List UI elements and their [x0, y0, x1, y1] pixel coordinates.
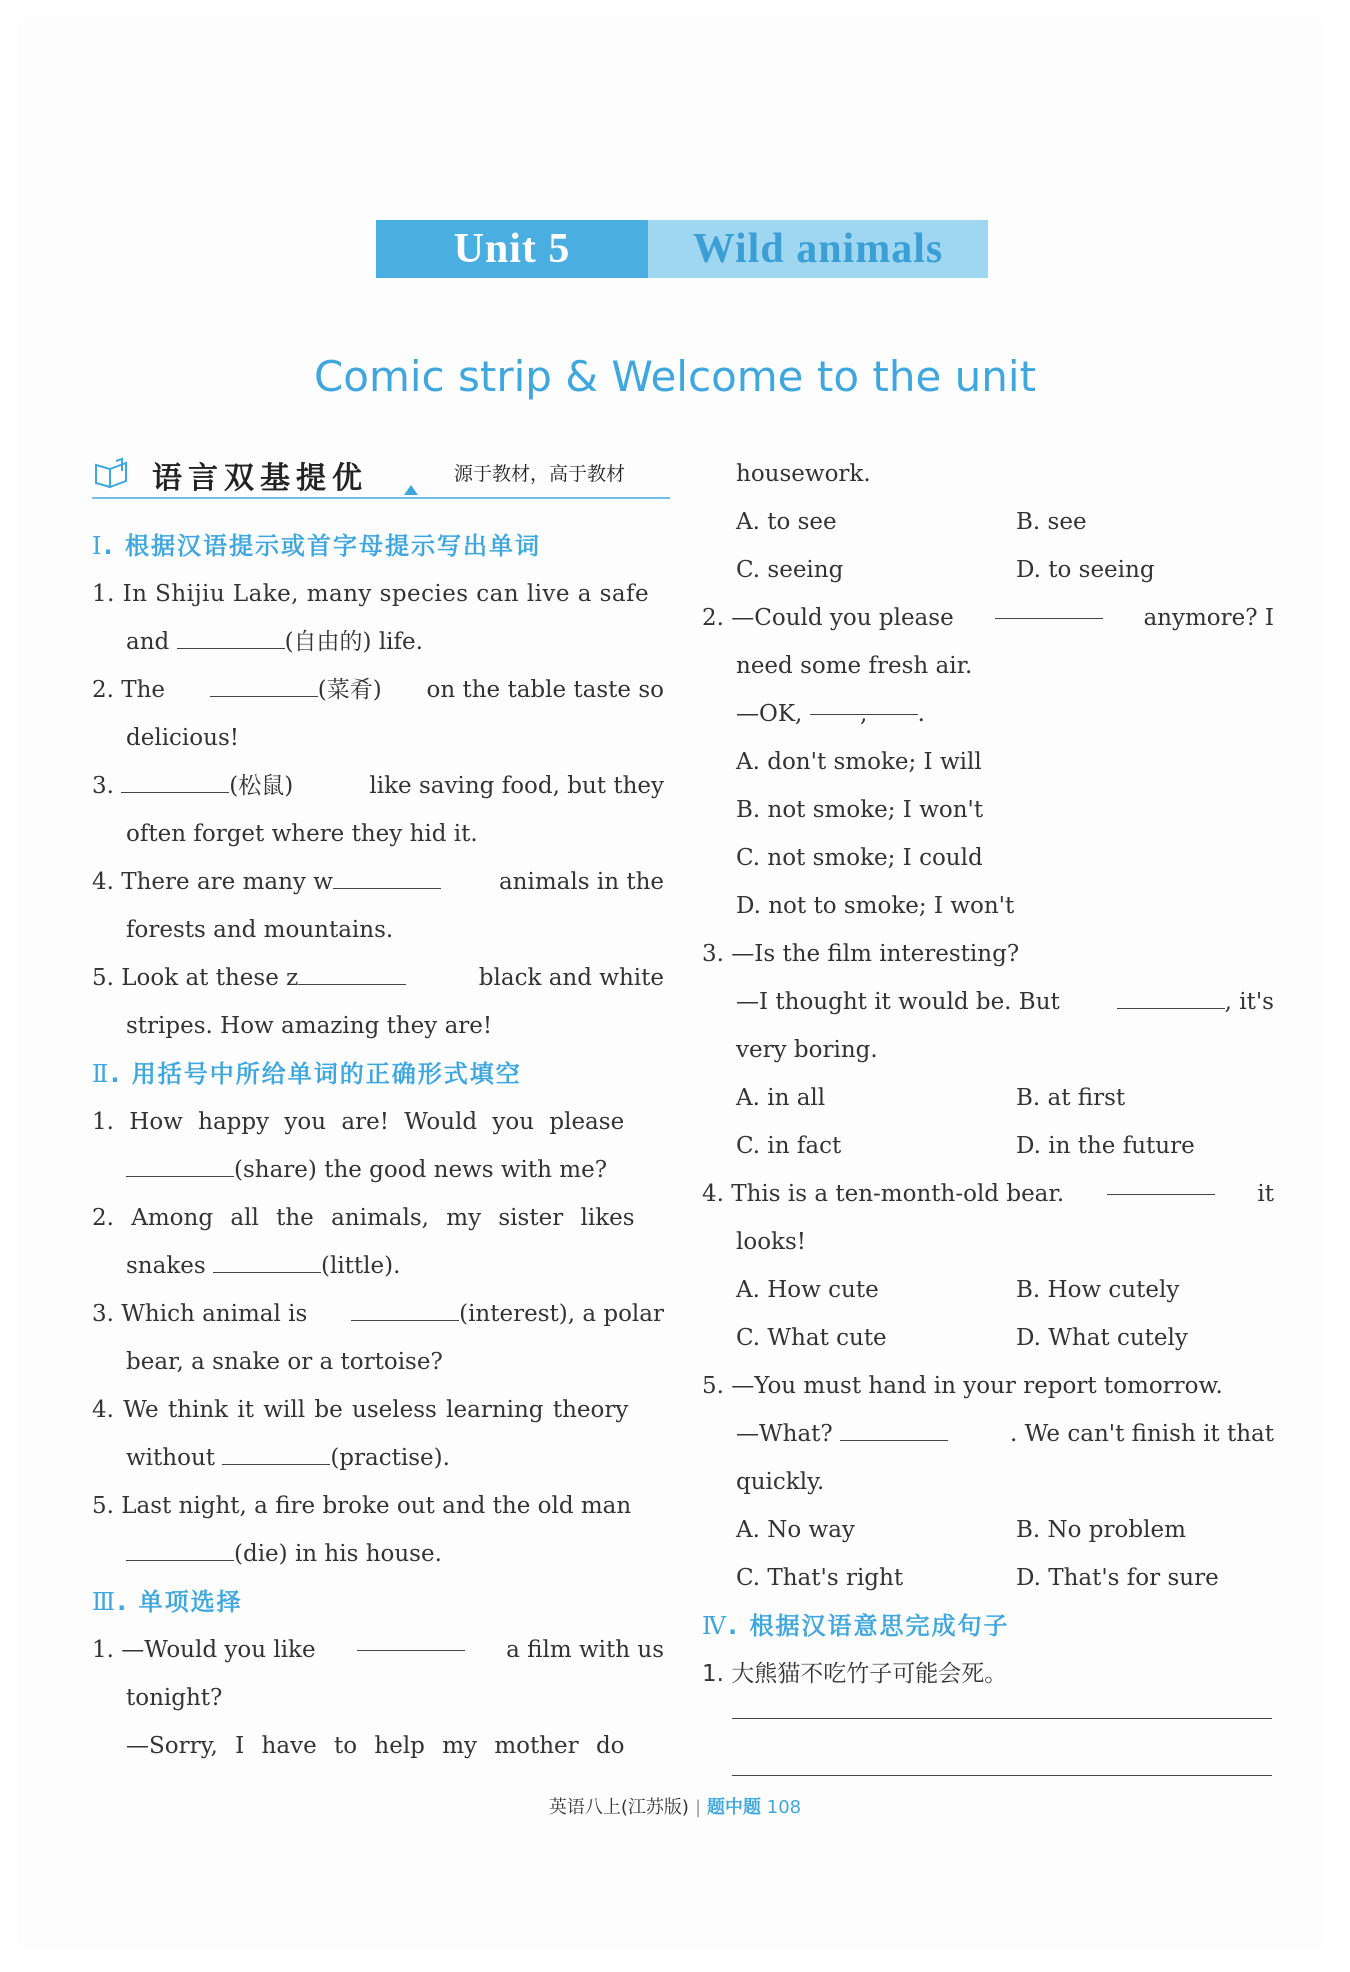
option-a[interactable]: A. No way — [736, 1517, 855, 1543]
band-title: 语言双基提优 — [152, 461, 368, 496]
part3-q5-options-row2 — [702, 1554, 1274, 1602]
option-a[interactable]: A. How cute — [736, 1277, 879, 1303]
triangle-icon — [404, 485, 418, 495]
answer-blank[interactable] — [126, 1536, 234, 1561]
answer-blank[interactable] — [126, 1152, 234, 1177]
unit-banner — [376, 220, 988, 278]
part3-q3-line1: 3. —Is the film interesting? — [702, 941, 1020, 967]
option-d[interactable]: D. in the future — [1016, 1133, 1195, 1159]
answer-blank[interactable] — [840, 1416, 948, 1441]
part2-q3-line1: 3. Which animal is (interest), a polar — [92, 1290, 664, 1338]
option-c[interactable]: C. seeing — [736, 557, 844, 583]
part3-q4-line2: looks! — [736, 1229, 807, 1255]
part1-q2-line2: delicious! — [126, 725, 239, 751]
option-b[interactable]: B. at first — [1016, 1085, 1126, 1111]
answer-blank[interactable] — [351, 1296, 459, 1321]
footer-brand: 题中题 — [707, 1797, 762, 1818]
option-c[interactable]: C. in fact — [736, 1133, 842, 1159]
answer-line[interactable] — [732, 1718, 1272, 1719]
option-d[interactable]: D. not to smoke; I won't — [736, 893, 1015, 919]
part2-q5-line2: (die) in his house. — [92, 1530, 664, 1578]
page-number: 108 — [766, 1797, 802, 1818]
part1-heading: Ⅰ. 根据汉语提示或首字母提示写出单词 — [92, 532, 541, 560]
part3-q3-line2: —I thought it would be. But , it's — [702, 978, 1274, 1026]
part4-q1: 1. 大熊猫不吃竹子可能会死。 — [702, 1661, 1008, 1687]
part3-q3-options-row1 — [702, 1074, 1274, 1122]
footer-separator: | — [694, 1797, 702, 1818]
option-a[interactable]: A. in all — [736, 1085, 826, 1111]
part1-q1-line2: and (自由的) life. — [92, 618, 664, 666]
unit-number: Unit 5 — [376, 220, 648, 278]
part4-heading: Ⅳ. 根据汉语意思完成句子 — [702, 1612, 1010, 1640]
answer-blank[interactable]: , — [810, 690, 918, 715]
part3-heading: Ⅲ. 单项选择 — [92, 1588, 243, 1616]
answer-blank[interactable] — [222, 1440, 330, 1465]
part3-q4-line1: 4. This is a ten-month-old bear. it — [702, 1170, 1274, 1218]
band-subtitle: 源于教材，高于教材 — [454, 463, 626, 485]
option-d[interactable]: D. That's for sure — [1016, 1565, 1219, 1591]
option-b[interactable]: B. No problem — [1016, 1517, 1186, 1543]
part2-q3-line2: bear, a snake or a tortoise? — [126, 1349, 443, 1375]
part3-q5-line1: 5. —You must hand in your report tomorrow. — [702, 1373, 1223, 1399]
section-title: Comic strip & Welcome to the unit — [313, 352, 1037, 401]
option-b[interactable]: B. see — [1016, 509, 1087, 535]
option-b[interactable]: B. not smoke; I won't — [736, 797, 984, 823]
part2-heading: Ⅱ. 用括号中所给单词的正确形式填空 — [92, 1060, 522, 1088]
section-band — [92, 455, 670, 499]
answer-blank[interactable] — [357, 1626, 465, 1651]
part3-q1-line2: tonight? — [126, 1685, 223, 1711]
answer-blank[interactable] — [333, 864, 441, 889]
answer-blank[interactable] — [177, 624, 285, 649]
answer-line[interactable] — [732, 1775, 1272, 1776]
part3-q3-options-row2 — [702, 1122, 1274, 1170]
part2-q5-line1: 5. Last night, a fire broke out and the old man — [92, 1493, 632, 1519]
part3-q1-line4: housework. — [736, 461, 871, 487]
unit-title: Wild animals — [648, 220, 988, 278]
part2-q2-line1: 2. Among all the animals, my sister likes — [92, 1205, 635, 1231]
part1-q5-line2: stripes. How amazing they are! — [126, 1013, 493, 1039]
book-icon — [94, 457, 130, 489]
footer-book: 英语八上(江苏版) — [548, 1797, 689, 1818]
part1-q5-line1: 5. Look at these z black and white — [92, 954, 664, 1002]
part2-q4-line1: 4. We think it will be useless learning theory — [92, 1397, 629, 1423]
option-b[interactable]: B. How cutely — [1016, 1277, 1180, 1303]
part3-q5-options-row1 — [702, 1506, 1274, 1554]
part3-q3-line3: very boring. — [736, 1037, 878, 1063]
part3-q1-line3: —Sorry, I have to help my mother do — [126, 1733, 625, 1759]
answer-blank[interactable] — [298, 960, 406, 985]
part1-q3-line1: 3. (松鼠) like saving food, but they — [92, 762, 664, 810]
part2-q1-line1: 1. How happy you are! Would you please — [92, 1109, 625, 1135]
part3-q5-line2: —What? . We can't finish it that — [702, 1410, 1274, 1458]
part3-q1-line1: 1. —Would you like a film with us — [92, 1626, 664, 1674]
part3-q4-options-row2 — [702, 1314, 1274, 1362]
option-a[interactable]: A. don't smoke; I will — [736, 749, 982, 775]
part3-q2-line3: —OK, , . — [702, 690, 1274, 738]
part1-q2-line1: 2. The (菜肴) on the table taste so — [92, 666, 664, 714]
option-c[interactable]: C. What cute — [736, 1325, 887, 1351]
page-footer — [0, 1793, 1350, 1819]
option-a[interactable]: A. to see — [736, 509, 837, 535]
option-d[interactable]: D. to seeing — [1016, 557, 1155, 583]
part3-q5-line3: quickly. — [736, 1469, 825, 1495]
part3-q2-line2: need some fresh air. — [736, 653, 973, 679]
right-column — [702, 450, 1274, 1698]
answer-blank[interactable] — [210, 672, 318, 697]
part3-q1-options-row2 — [702, 546, 1274, 594]
option-c[interactable]: C. not smoke; I could — [736, 845, 983, 871]
part1-q3-line2: often forget where they hid it. — [126, 821, 478, 847]
option-d[interactable]: D. What cutely — [1016, 1325, 1188, 1351]
part1-q4-line2: forests and mountains. — [126, 917, 394, 943]
part2-q1-line2: (share) the good news with me? — [92, 1146, 664, 1194]
part3-q4-options-row1 — [702, 1266, 1274, 1314]
part2-q4-line2: without (practise). — [92, 1434, 664, 1482]
answer-blank[interactable] — [1107, 1170, 1215, 1195]
part1-q4-line1: 4. There are many w animals in the — [92, 858, 664, 906]
option-c[interactable]: C. That's right — [736, 1565, 904, 1591]
part3-q2-line1: 2. —Could you please anymore? I — [702, 594, 1274, 642]
part2-q2-line2: snakes (little). — [92, 1242, 664, 1290]
answer-blank[interactable] — [213, 1248, 321, 1273]
answer-blank[interactable] — [995, 594, 1103, 619]
answer-blank[interactable] — [121, 768, 229, 793]
part1-q1-line1: 1. In Shijiu Lake, many species can live a safe — [92, 581, 650, 607]
part3-q1-options-row1 — [702, 498, 1274, 546]
left-column — [92, 522, 664, 1770]
answer-blank[interactable] — [1117, 984, 1225, 1009]
